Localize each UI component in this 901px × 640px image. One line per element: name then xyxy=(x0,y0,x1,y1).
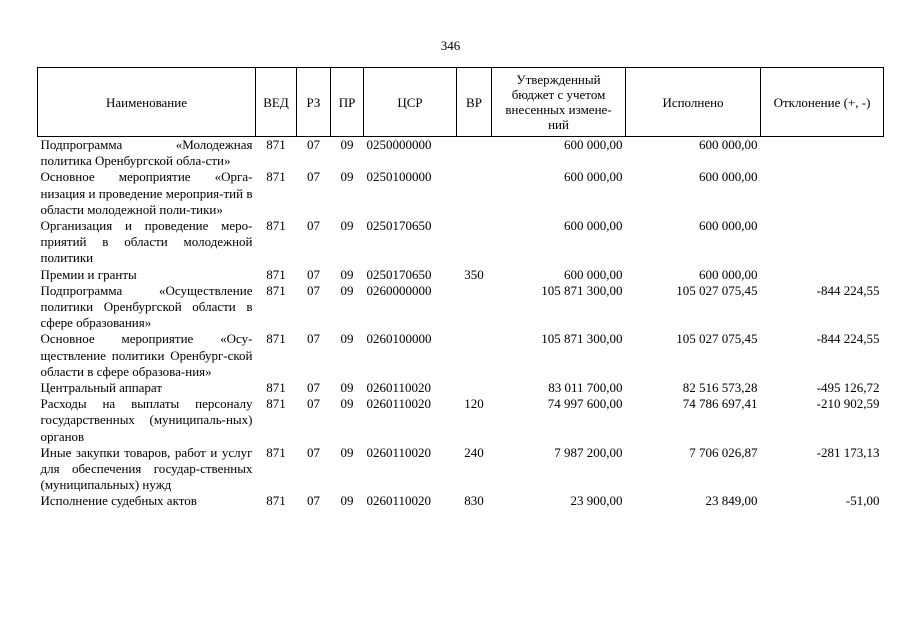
row-approved: 600 000,00 xyxy=(564,169,623,185)
row-ved: 871 xyxy=(266,493,286,509)
row-ved: 871 xyxy=(266,444,286,460)
row-deviation xyxy=(761,137,884,170)
column-header-deviation: Отклонение (+, -) xyxy=(761,68,884,137)
row-deviation: -844 224,55 xyxy=(816,331,880,347)
row-name: Основное мероприятие «Осу-ществление политики Оренбург-ской области в сфере образова-ния» xyxy=(40,331,253,379)
row-vr xyxy=(457,137,492,170)
page-number: 346 xyxy=(440,38,461,53)
row-ved: 871 xyxy=(266,331,286,347)
table-row xyxy=(38,493,884,509)
row-rz: 07 xyxy=(307,282,320,298)
row-rz: 07 xyxy=(307,493,320,509)
row-ved: 871 xyxy=(266,380,286,396)
table-row xyxy=(38,218,884,267)
row-vr: 120 xyxy=(464,396,484,412)
row-rz: 07 xyxy=(307,380,320,396)
table-row xyxy=(38,267,884,283)
row-pr: 09 xyxy=(340,331,354,347)
column-header-vr: ВР xyxy=(457,68,492,137)
row-name: Расходы на выплаты персоналу государственных (муниципаль-ных) органов xyxy=(40,396,253,444)
row-vr xyxy=(457,283,492,332)
row-ved: 871 xyxy=(266,282,286,298)
row-executed: 105 027 075,45 xyxy=(676,331,758,347)
row-csr: 0250100000 xyxy=(366,169,432,185)
row-csr: 0260110020 xyxy=(366,444,432,460)
row-rz: 07 xyxy=(307,444,320,460)
row-ved: 871 xyxy=(266,169,286,185)
row-approved: 23 900,00 xyxy=(570,493,623,509)
row-pr: 09 xyxy=(340,282,354,298)
row-csr: 0250000000 xyxy=(366,137,432,152)
row-approved: 600 000,00 xyxy=(564,266,623,282)
row-name: Иные закупки товаров, работ и услуг для обеспечения государ-ственных (муниципальных) нужд xyxy=(40,444,253,493)
row-name: Исполнение судебных актов xyxy=(40,493,197,509)
row-executed: 600 000,00 xyxy=(699,137,758,152)
row-pr: 09 xyxy=(340,218,354,234)
table-row xyxy=(38,331,884,380)
row-vr xyxy=(457,331,492,380)
table-row xyxy=(38,169,884,218)
row-vr xyxy=(457,380,492,396)
row-executed: 105 027 075,45 xyxy=(676,282,758,298)
row-name: Подпрограмма «Осуществление политики Оренбургской области в сфере образования» xyxy=(40,282,253,331)
column-header-rz: РЗ xyxy=(297,68,331,137)
row-pr: 09 xyxy=(340,493,354,509)
row-csr: 0260000000 xyxy=(366,282,432,298)
row-name: Основное мероприятие «Орга-низация и проведение мероприя-тий в области молодежной поли-тики» xyxy=(40,169,253,217)
row-csr: 0250170650 xyxy=(366,266,432,282)
column-header-csr: ЦСР xyxy=(364,68,457,137)
row-executed: 7 706 026,87 xyxy=(689,444,758,460)
row-rz: 07 xyxy=(307,169,320,185)
row-rz: 07 xyxy=(307,218,320,234)
row-deviation: -495 126,72 xyxy=(816,380,880,396)
row-name: Центральный аппарат xyxy=(40,380,163,396)
row-vr xyxy=(457,169,492,218)
table-row xyxy=(38,380,884,396)
table-row xyxy=(38,137,884,170)
row-approved: 74 997 600,00 xyxy=(547,396,623,412)
budget-table xyxy=(37,67,884,510)
row-executed: 82 516 573,28 xyxy=(682,380,758,396)
row-ved: 871 xyxy=(266,218,286,234)
table-body xyxy=(38,137,884,510)
row-csr: 0260100000 xyxy=(366,331,432,347)
row-approved: 105 871 300,00 xyxy=(541,331,623,347)
row-ved: 871 xyxy=(266,396,286,412)
row-name: Организация и проведение меро-приятий в области молодежной политики xyxy=(40,218,253,266)
row-deviation xyxy=(761,218,884,267)
row-name: Премии и гранты xyxy=(40,266,137,282)
column-header-pr: ПР xyxy=(331,68,364,137)
row-executed: 600 000,00 xyxy=(699,218,758,234)
row-deviation xyxy=(761,169,884,218)
row-rz: 07 xyxy=(307,396,320,412)
row-vr xyxy=(457,218,492,267)
row-vr: 350 xyxy=(464,266,484,282)
row-deviation: -281 173,13 xyxy=(816,444,880,460)
row-vr: 240 xyxy=(464,444,484,460)
column-header-name: Наименование xyxy=(38,68,256,137)
row-ved: 871 xyxy=(266,137,286,152)
row-csr: 0260110020 xyxy=(366,380,432,396)
column-header-approved: Утвержденный бюджет с учетом внесенных измене-ний xyxy=(492,68,626,137)
row-deviation xyxy=(761,267,884,283)
row-pr: 09 xyxy=(340,444,354,460)
row-approved: 600 000,00 xyxy=(564,218,623,234)
table-row xyxy=(38,445,884,494)
row-executed: 23 849,00 xyxy=(705,493,758,509)
row-ved: 871 xyxy=(266,266,286,282)
row-approved: 83 011 700,00 xyxy=(548,380,623,396)
row-approved: 7 987 200,00 xyxy=(554,444,623,460)
row-rz: 07 xyxy=(307,137,320,152)
row-csr: 0250170650 xyxy=(366,218,432,234)
column-header-ved: ВЕД xyxy=(256,68,297,137)
row-executed: 600 000,00 xyxy=(699,169,758,185)
row-executed: 74 786 697,41 xyxy=(682,396,758,412)
row-pr: 09 xyxy=(340,380,354,396)
table-row xyxy=(38,283,884,332)
row-deviation: -51,00 xyxy=(845,493,880,509)
row-approved: 600 000,00 xyxy=(564,137,623,152)
row-deviation: -844 224,55 xyxy=(816,282,880,298)
row-csr: 0260110020 xyxy=(366,396,432,412)
row-name: Подпрограмма «Молодежная политика Оренбургской обла-сти» xyxy=(40,137,253,169)
row-rz: 07 xyxy=(307,266,320,282)
row-pr: 09 xyxy=(340,137,354,152)
row-deviation: -210 902,59 xyxy=(816,396,880,412)
row-rz: 07 xyxy=(307,331,320,347)
row-csr: 0260110020 xyxy=(366,493,432,509)
column-header-executed: Исполнено xyxy=(626,68,761,137)
table-row xyxy=(38,396,884,445)
row-approved: 105 871 300,00 xyxy=(541,282,623,298)
row-pr: 09 xyxy=(340,266,354,282)
row-vr: 830 xyxy=(464,493,484,509)
row-pr: 09 xyxy=(340,396,354,412)
table-header xyxy=(38,68,884,137)
row-executed: 600 000,00 xyxy=(699,266,758,282)
row-pr: 09 xyxy=(340,169,354,185)
